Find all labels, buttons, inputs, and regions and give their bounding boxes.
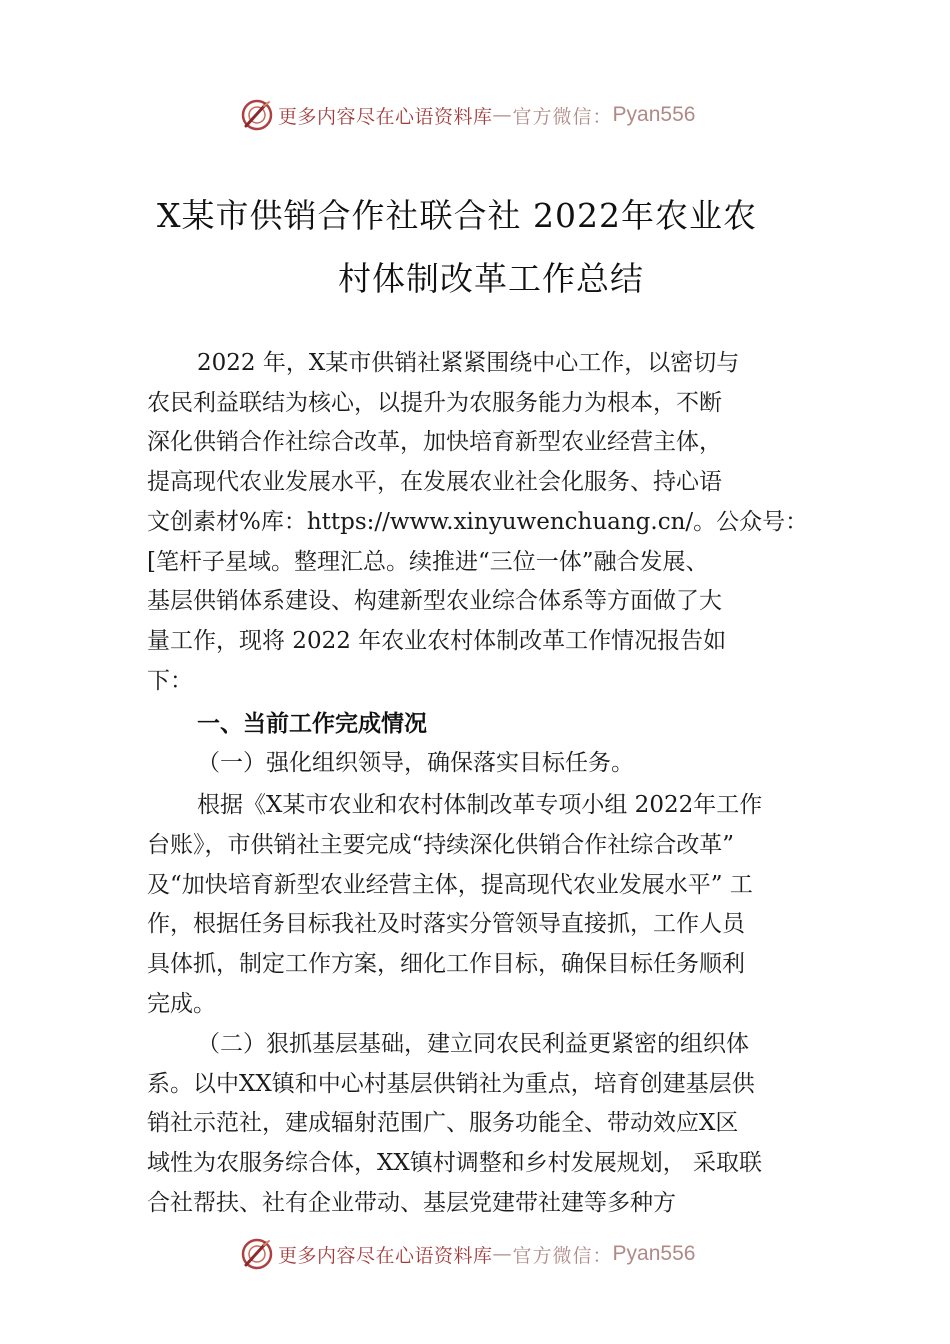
paragraph-line: 量工作，现将 2022 年农业农村体制改革工作情况报告如 <box>147 628 727 654</box>
paragraph-line: [笔杆子星域。整理汇总。续推进“三位一体”融合发展、 <box>147 549 709 575</box>
paragraph-line: 作，根据任务目标我社及时落实分管领导直接抓，工作人员 <box>147 911 745 937</box>
watermark-wechat-label: 官方微信： <box>512 105 613 128</box>
watermark-wechat-id: Pyan556 <box>612 1242 696 1265</box>
watermark-brand-text: 更多内容尽在心语资料库 <box>278 1244 493 1267</box>
brand-logo-icon <box>240 98 274 132</box>
paragraph-line: 销社示范社，建成辐射范围广、服务功能全、带动效应X区 <box>147 1110 739 1136</box>
paragraph-line: 农民利益联结为核心，以提升为农服务能力为根本，不断 <box>147 390 722 416</box>
paragraph-line: 文创素材%库：https://www.xinyuwenchuang.cn/。公众号： <box>147 509 809 535</box>
paragraph-line: 系。以中XX镇和中心村基层供销社为重点，培育创建基层供 <box>147 1071 755 1097</box>
paragraph-line: 根据《X某市农业和农村体制改革专项小组 2022年工作 <box>197 792 763 818</box>
watermark-dash: — <box>492 104 513 126</box>
paragraph-line: 2022 年，X某市供销社紧紧围绕中心工作，以密切与 <box>197 350 740 376</box>
paragraph-line: （二）狠抓基层基础，建立同农民利益更紧密的组织体 <box>197 1031 749 1057</box>
document-title-line-1: X某市供销合作社联合社 2022年农业农 <box>157 196 757 235</box>
paragraph-line: 及“加快培育新型农业经营主体，提高现代农业发展水平” 工 <box>147 872 753 898</box>
watermark-dash: — <box>492 1243 513 1265</box>
footer-watermark <box>240 1236 695 1272</box>
paragraph-line: 深化供销合作社综合改革，加快培育新型农业经营主体， <box>147 429 722 455</box>
paragraph-line: 具体抓，制定工作方案，细化工作目标，确保目标任务顺利 <box>147 951 745 977</box>
watermark-brand-text: 更多内容尽在心语资料库 <box>278 105 493 128</box>
paragraph-line: 域性为农服务综合体，XX镇村调整和乡村发展规划， 采取联 <box>147 1150 763 1176</box>
subsection-heading: （一）强化组织领导，确保落实目标任务。 <box>197 750 634 776</box>
paragraph-line: 台账》，市供销社主要完成“持续深化供销合作社综合改革” <box>147 832 735 858</box>
paragraph-line: 合社帮扶、社有企业带动、基层党建带社建等多种方 <box>147 1190 676 1216</box>
document-title-line-2: 村体制改革工作总结 <box>338 259 644 298</box>
paragraph-line: 完成。 <box>147 991 216 1017</box>
watermark-wechat-id: Pyan556 <box>612 103 696 126</box>
paragraph-line: 下： <box>147 668 193 694</box>
header-watermark <box>240 97 695 133</box>
paragraph-line: 基层供销体系建设、构建新型农业综合体系等方面做了大 <box>147 588 722 614</box>
watermark-wechat-label: 官方微信： <box>512 1244 613 1267</box>
section-heading: 一、当前工作完成情况 <box>197 711 427 737</box>
brand-logo-icon <box>240 1237 274 1271</box>
paragraph-line: 提高现代农业发展水平，在发展农业社会化服务、持心语 <box>147 469 722 495</box>
